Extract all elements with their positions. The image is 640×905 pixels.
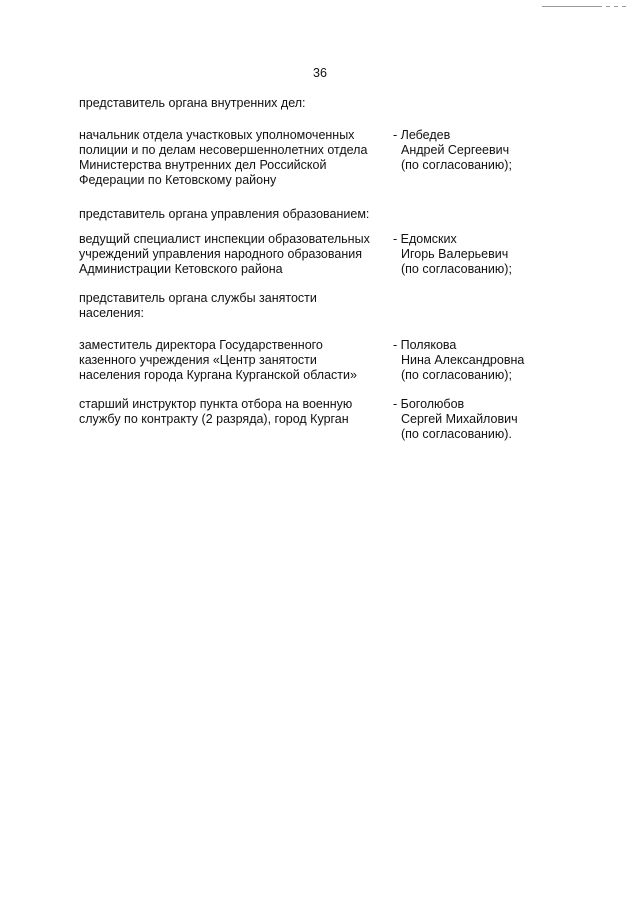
member-name [393,232,539,277]
member-given-names: Андрей Сергеевич [401,143,510,157]
member-given-names: Нина Александровна [401,353,525,367]
position-line: полиции и по делам несовершеннолетних отдела [79,143,368,157]
member-position [79,128,393,188]
document-body [79,96,539,461]
commission-member-entry [79,128,539,188]
member-note: (по согласованию); [401,262,512,276]
member-position [79,232,393,277]
member-position [79,397,393,442]
position-line: населения города Кургана Курганской области» [79,368,357,382]
position-line: Администрации Кетовского района [79,262,283,276]
commission-member-entry [79,232,539,277]
member-given-names: Сергей Михайлович [401,412,518,426]
position-line: начальник отдела участковых уполномоченных [79,128,355,142]
member-note: (по согласованию); [401,158,512,172]
position-line: казенного учреждения «Центр занятости [79,353,317,367]
position-line: Федерации по Кетовскому району [79,173,277,187]
member-given-names: Игорь Валерьевич [401,247,509,261]
heading-line: населения: [79,306,145,320]
position-line: учреждений управления народного образования [79,247,362,261]
position-line: старший инструктор пункта отбора на военную [79,397,353,411]
section-heading-education: представитель органа управления образованием: [79,207,370,221]
scan-mark [542,6,602,7]
position-line: Министерства внутренних дел Российской [79,158,327,172]
position-line: заместитель директора Государственного [79,338,323,352]
member-note: (по согласованию); [401,368,512,382]
commission-member-entry [79,338,539,383]
member-name [393,128,539,188]
scan-mark [606,6,610,7]
member-name [393,338,539,383]
commission-member-entry [79,397,539,442]
section-heading-internal-affairs: представитель органа внутренних дел: [79,96,306,110]
member-position [79,338,393,383]
member-surname: - Боголюбов [393,397,465,411]
scan-mark [622,6,626,7]
member-surname: - Полякова [393,338,457,352]
position-line: службу по контракту (2 разряда), город Курган [79,412,349,426]
scan-mark [614,6,618,7]
page-number: 36 [313,66,327,80]
member-surname: - Лебедев [393,128,451,142]
section-heading-employment-service [79,291,539,321]
position-line: ведущий специалист инспекции образовательных [79,232,370,246]
member-note: (по согласованию). [401,427,512,441]
member-surname: - Едомских [393,232,457,246]
member-name [393,397,539,442]
scan-artifact-marks [542,6,626,7]
heading-line: представитель органа службы занятости [79,291,317,305]
